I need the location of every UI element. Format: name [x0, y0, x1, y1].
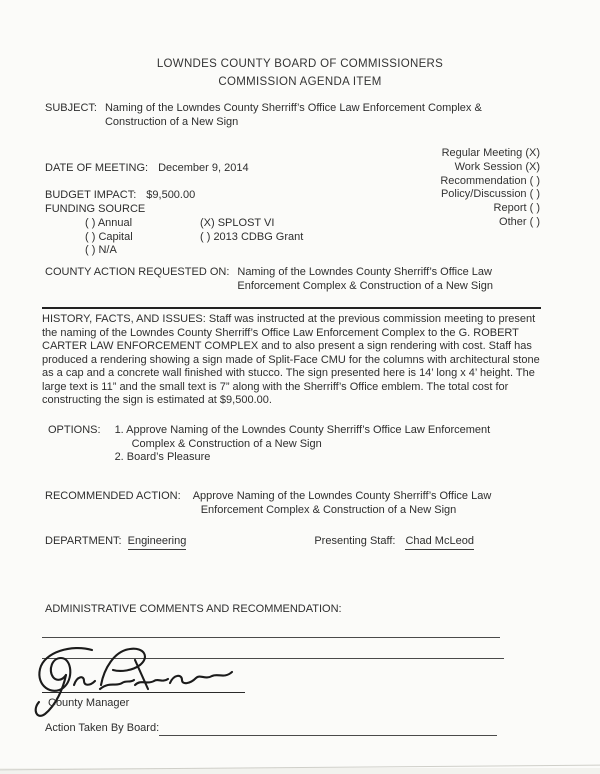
presenting-staff-label: Presenting Staff: — [314, 535, 396, 547]
document-title-line2: COMMISSION AGENDA ITEM — [218, 76, 382, 88]
county-action-block — [45, 266, 565, 293]
funding-source-label: FUNDING SOURCE — [45, 203, 146, 215]
date-of-meeting-label: DATE OF MEETING: — [45, 162, 149, 174]
budget-impact-row — [45, 189, 195, 203]
recommended-action-text — [193, 490, 492, 517]
department-label: DEPARTMENT: — [45, 535, 122, 547]
funding-annual-checkbox: ( ) Annual — [85, 217, 133, 229]
funding-cdbg-checkbox: ( ) 2013 CDBG Grant — [200, 230, 304, 243]
meeting-type-regular-meeting: Regular Meeting (X) — [441, 147, 540, 159]
subject-block — [45, 102, 555, 129]
budget-impact-label: BUDGET IMPACT: — [45, 189, 137, 201]
board-action-blank-line — [159, 724, 497, 736]
presenting-staff-value: Chad McLeod — [405, 535, 474, 550]
date-of-meeting-row — [45, 162, 249, 176]
funding-capital-checkbox: ( ) Capital — [85, 230, 133, 243]
subject-text — [105, 102, 482, 129]
county-action-label: COUNTY ACTION REQUESTED ON: — [45, 266, 230, 278]
options-list — [115, 424, 491, 465]
admin-comments-heading: ADMINISTRATIVE COMMENTS AND RECOMMENDATION: — [45, 603, 342, 615]
department-value: Engineering — [128, 535, 187, 550]
option-1-line2: Complex & Construction of a New Sign — [131, 437, 322, 450]
meeting-type-work-session: Work Session (X) — [454, 160, 540, 173]
meeting-type-other: Other ( ) — [499, 215, 540, 228]
history-facts-issues: HISTORY, FACTS, AND ISSUES: Staff was instructed at the previous commission meeting to present the naming of the Lowndes County Sherriff’s Office Law Enforcement Complex to the G. ROBERT CARTER LAW ENFORCEMENT COMPLEX and to also present a sign rendering with cost. Staff has produced a rendering showing a sign made of Split-Face CMU for the columns with architectural stone as a cap and a concrete wall finished with stucco. The sign presented here is 14’ long x 4’ height. The large text is 11” and the small text is 7” along with the Sherriff’s Office emblem. The total cost for constructing the sign is estimated at $9,500.00. — [42, 313, 540, 406]
meeting-type-list — [360, 147, 540, 230]
department-row — [45, 535, 565, 550]
funding-row-na — [85, 244, 303, 258]
budget-impact-value: $9,500.00 — [146, 189, 196, 201]
date-of-meeting-value: December 9, 2014 — [158, 162, 249, 174]
subject-label: SUBJECT: — [45, 102, 97, 114]
signature-title: County Manager — [48, 697, 130, 709]
funding-options — [85, 217, 303, 258]
funding-row-annual — [85, 217, 303, 231]
county-action-text — [237, 266, 493, 293]
options-block — [48, 424, 548, 465]
county-action-line1: Naming of the Lowndes County Sherriff’s Office Law — [237, 266, 492, 278]
recommended-action-line2: Enforcement Complex & Construction of a New Sign — [200, 503, 457, 516]
option-1-line1: 1. Approve Naming of the Lowndes County Sherriff’s Office Law Enforcement — [114, 424, 491, 436]
recommended-action-line1: Approve Naming of the Lowndes County Sherriff’s Office Law — [192, 490, 492, 502]
admin-comments-blank-line-1 — [42, 637, 500, 638]
meeting-type-recommendation: Recommendation ( ) — [440, 174, 540, 187]
option-2: 2. Board’s Pleasure — [114, 451, 211, 463]
board-action-label: Action Taken By Board: — [45, 722, 160, 734]
funding-splost-checkbox: (X) SPLOST VI — [200, 217, 275, 229]
subject-line1: Naming of the Lowndes County Sherriff’s Office Law Enforcement Complex & — [104, 102, 482, 114]
county-action-line2: Enforcement Complex & Construction of a New Sign — [237, 279, 493, 292]
meeting-type-policy-discussion: Policy/Discussion ( ) — [440, 188, 540, 201]
funding-na-checkbox: ( ) N/A — [85, 244, 117, 256]
section-divider — [42, 307, 541, 309]
recommended-action-label: RECOMMENDED ACTION: — [45, 490, 181, 502]
funding-row-capital — [85, 231, 303, 245]
meeting-type-report: Report ( ) — [493, 202, 540, 215]
options-label: OPTIONS: — [48, 424, 101, 436]
board-action-row — [45, 722, 497, 736]
document-title-line1: LOWNDES COUNTY BOARD OF COMMISSIONERS — [156, 58, 444, 70]
subject-line2: Construction of a New Sign — [104, 115, 239, 128]
recommended-action-block — [45, 490, 565, 517]
